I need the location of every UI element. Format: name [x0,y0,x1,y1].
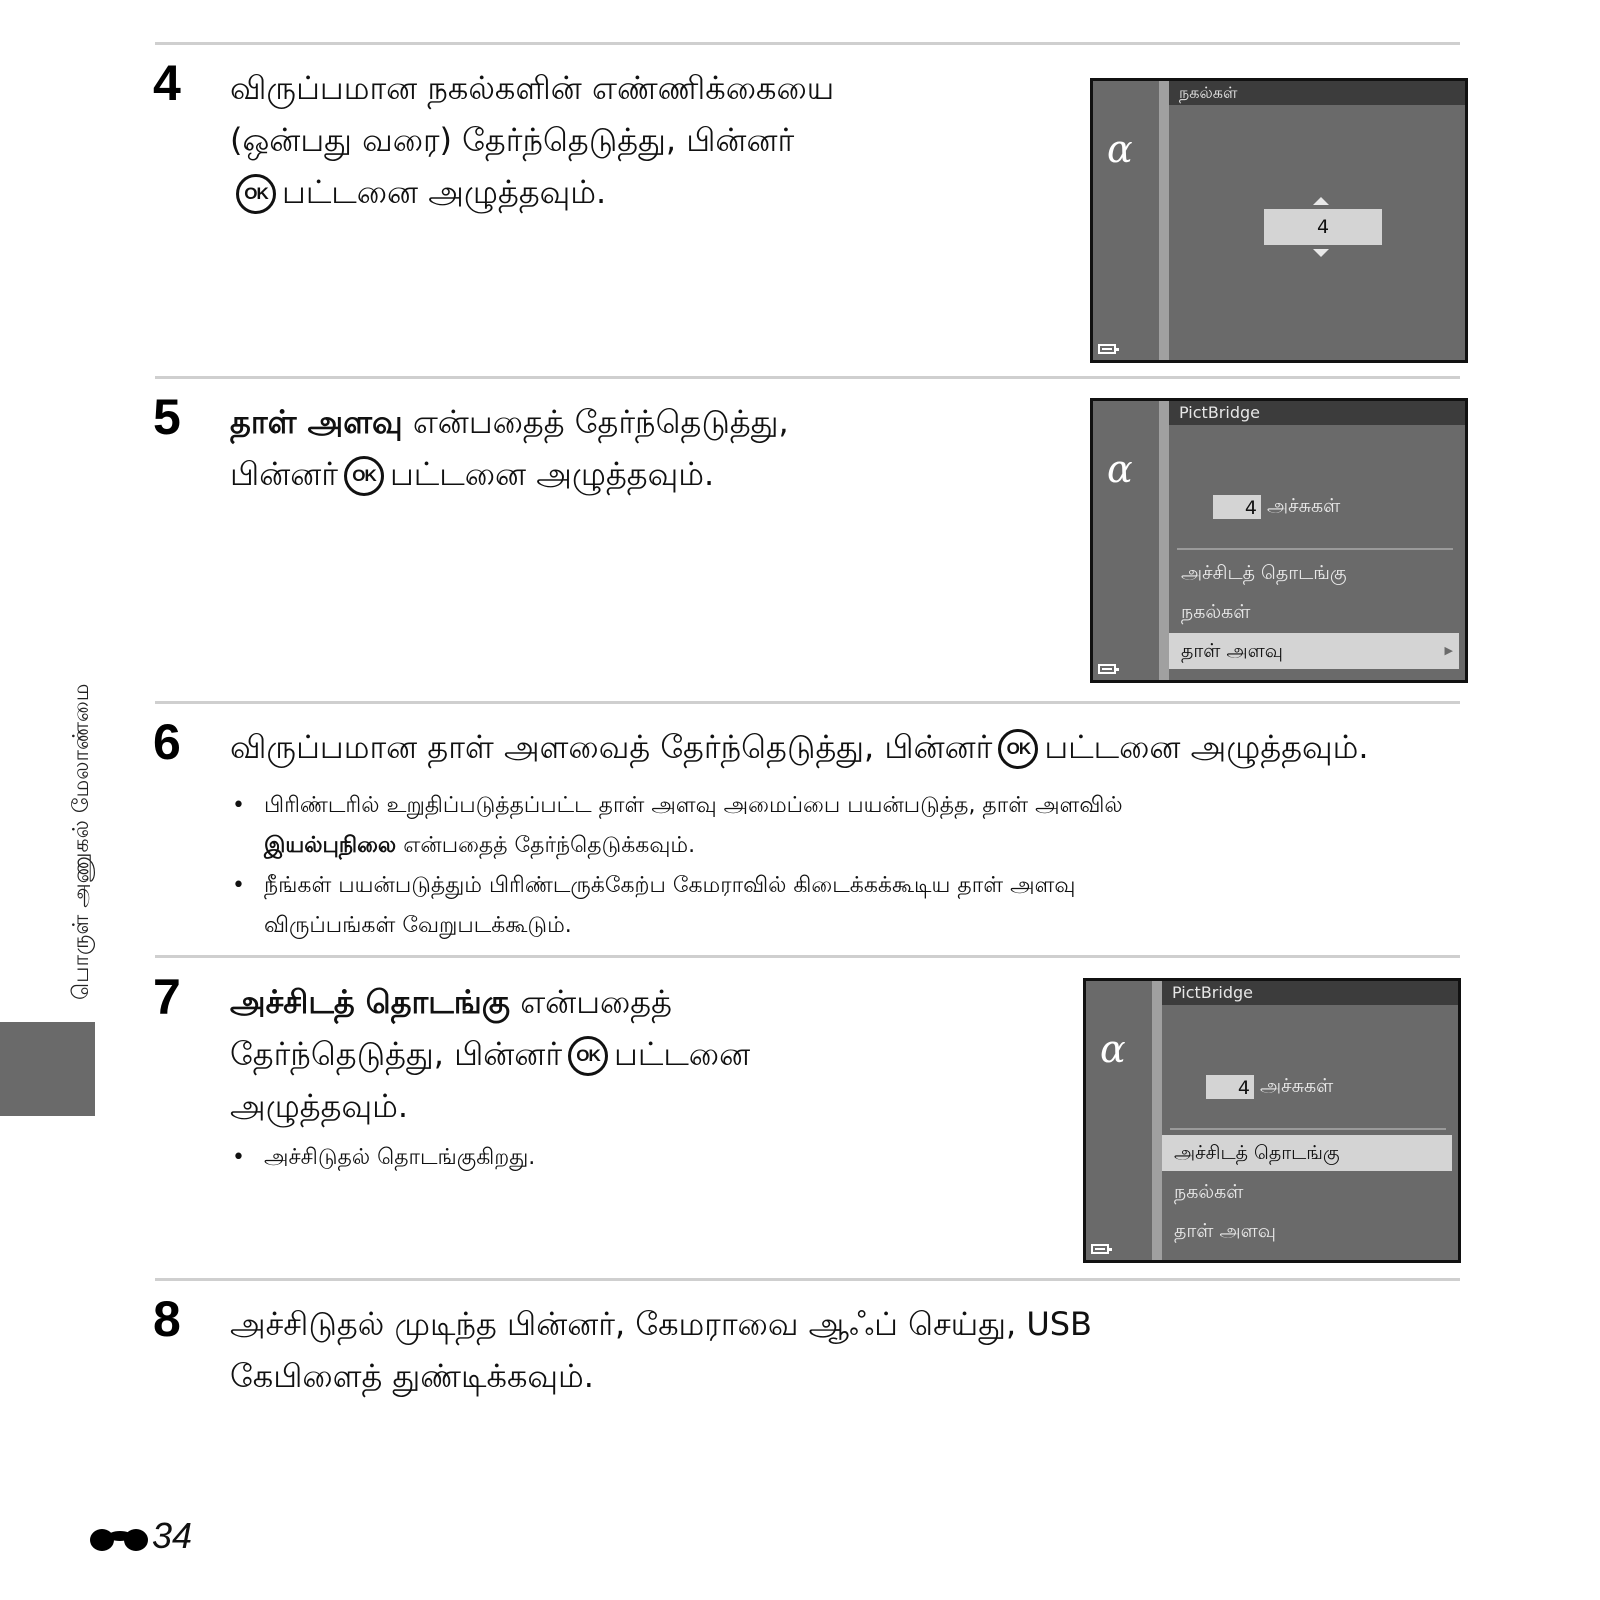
step-line: விருப்பமான நகல்களின் எண்ணிக்கையை [230,69,835,107]
note-line: • பிரிண்டரில் உறுதிப்படுத்தப்பட்ட தாள் அளவு அமைப்பை பயன்படுத்த, தாள் அளவில் [264,793,1123,818]
step-number: 7 [153,969,181,1025]
step-line-text: என்பதைத் தேர்ந்தெடுத்து, [412,403,789,441]
screen-left-panel [1093,81,1159,360]
page-number: 34 [152,1515,193,1556]
divider [155,701,1460,704]
divider [155,376,1460,379]
screen-scroll-bar [1152,981,1162,1260]
step-line: அழுத்தவும். [230,1087,408,1125]
note-line [264,826,1382,866]
camera-screen-start-print [1083,978,1461,1263]
step-line [230,448,789,500]
step-number: 8 [153,1291,181,1347]
battery-icon [1091,1244,1109,1254]
step-line [230,396,789,448]
prints-label: அச்சுகள் [1260,1075,1334,1097]
screen-title: PictBridge [1169,401,1465,425]
note-line: விருப்பங்கள் வேறுபடக்கூடும். [264,913,572,938]
step-line-text: பட்டனை அழுத்தவும். [1044,728,1369,766]
step-8-text [230,1298,1092,1402]
step-line: (ஒன்பது வரை) தேர்ந்தெடுத்து, பின்னர் [230,121,795,159]
battery-icon [1098,344,1116,354]
step-line [230,976,750,1028]
screen-left-panel [1086,981,1152,1260]
camera-screen-paper-size [1090,398,1468,683]
chevron-up-icon [1313,197,1329,205]
note-text: என்பதைத் தேர்ந்தெடுக்கவும். [403,833,696,858]
note-item [232,786,1382,866]
section-side-label: பொருள் அணுகல் மேலாண்மை [69,683,94,1000]
step-number: 6 [153,714,181,770]
note-line: • நீங்கள் பயன்படுத்தும் பிரிண்டருக்கேற்ப கேமராவில் கிடைக்கக்கூடிய தாள் அளவு [264,873,1076,898]
pictbridge-icon: ɑ [1107,447,1133,491]
ok-button-icon: OK [236,174,276,214]
step-number: 5 [153,389,181,445]
chevron-right-icon: ▶ [1444,644,1453,657]
step-4-text [230,62,834,218]
screen-scroll-bar [1159,401,1169,680]
divider [155,955,1460,958]
menu-item-copies[interactable]: நகல்கள் [1181,601,1251,623]
menu-term: இயல்புநிலை [264,833,397,858]
step-line-text: பட்டனை அழுத்தவும். [389,455,715,493]
menu-term: அச்சிடத் தொடங்கு [230,983,511,1021]
step-6-notes [232,786,1382,946]
step-line: அச்சிடுதல் முடிந்த பின்னர், கேமராவை ஆஃப் செய்து, USB [230,1305,1092,1343]
camera-screen-copies [1090,78,1468,363]
ok-button-icon: OK [344,456,384,496]
screen-divider [1170,1128,1446,1130]
prints-count [1206,1073,1333,1099]
screen-scroll-bar [1159,81,1169,360]
section-tab [0,1022,95,1116]
divider [155,1278,1460,1281]
step-line: கேபிளைத் துண்டிக்கவும். [230,1357,594,1395]
step-line-text: விருப்பமான தாள் அளவைத் தேர்ந்தெடுத்து, பின்னர் [230,728,993,766]
step-line-text: பின்னர் [230,455,338,493]
screen-divider [1177,548,1453,550]
step-7-text [230,976,750,1132]
pictbridge-icon: ɑ [1100,1027,1126,1071]
page-footer [90,1515,192,1557]
step-line-text: தேர்ந்தெடுத்து, பின்னர் [230,1035,563,1073]
menu-item-copies[interactable]: நகல்கள் [1174,1181,1244,1203]
binoculars-icon [90,1525,150,1551]
step-line-text: பட்டனை அழுத்தவும். [282,173,607,211]
step-line-text: பட்டனை [614,1035,751,1073]
prints-count [1213,493,1340,519]
step-line-text: என்பதைத் [520,983,672,1021]
menu-item-label: தாள் அளவு [1181,640,1283,662]
ok-button-icon: OK [568,1036,608,1076]
prints-value: 4 [1206,1075,1254,1099]
step-number: 4 [153,55,181,111]
menu-item-paper-size[interactable]: தாள் அளவு [1174,1220,1276,1242]
prints-label: அச்சுகள் [1267,495,1341,517]
note-item [232,866,1382,946]
menu-item-paper-size[interactable] [1169,633,1459,669]
ok-button-icon: OK [998,729,1038,769]
chevron-down-icon [1313,249,1329,257]
step-line [230,1028,750,1080]
screen-title: நகல்கள் [1169,81,1465,105]
menu-item-start-print[interactable]: அச்சிடத் தொடங்கு [1162,1135,1452,1171]
screen-title: PictBridge [1162,981,1458,1005]
battery-icon [1098,664,1116,674]
note-item: • அச்சிடுதல் தொடங்குகிறது. [232,1138,535,1178]
step-5-text [230,396,789,500]
prints-value: 4 [1213,495,1261,519]
screen-left-panel [1093,401,1159,680]
pictbridge-icon: ɑ [1107,127,1133,171]
step-line [230,166,834,218]
step-6-text [230,721,1480,773]
divider [155,42,1460,45]
menu-item-start-print[interactable]: அச்சிடத் தொடங்கு [1181,562,1347,584]
copies-value-box[interactable]: 4 [1264,209,1382,245]
step-7-notes [232,1138,535,1178]
menu-term: தாள் அளவு [230,403,403,441]
